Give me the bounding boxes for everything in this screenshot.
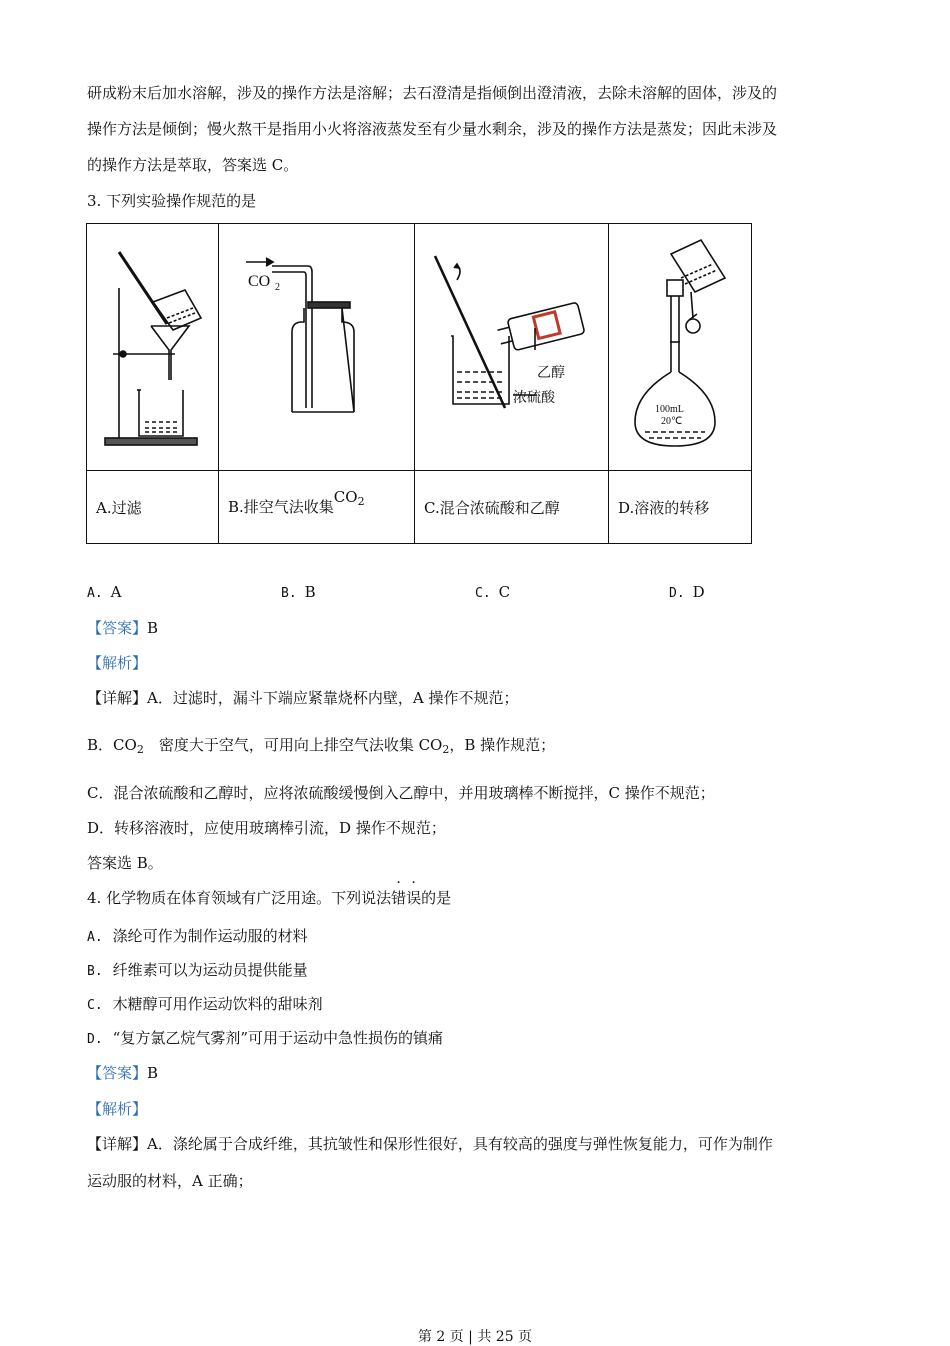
option-text: “复方氯乙烷气雾剂”可用于运动中急性损伤的镇痛 — [112, 1029, 443, 1047]
detail-b-pre: B．CO — [87, 736, 137, 754]
q3-detail-c: C．混合浓硫酸和乙醇时，应将浓硫酸缓慢倒入乙醇中，并用玻璃棒不断搅拌，C 操作不规范； — [87, 784, 715, 802]
caption-a: A.过滤 — [87, 471, 219, 544]
option-text: 涤纶可作为制作运动服的材料 — [112, 927, 308, 945]
q4-detail-a-line-1 — [87, 1133, 773, 1154]
answer-tag: 【答案】 — [87, 1064, 148, 1082]
figure-c-mixing — [415, 224, 609, 471]
answer-value: B — [147, 619, 159, 637]
option-letter: A. — [87, 930, 103, 945]
caption-b-text: B.排空气法收集 — [228, 498, 334, 516]
detail-a-text: A．涤纶属于合成纤维，其抗皱性和保形性很好，具有较高的强度与弹性恢复能力，可作为制作 — [147, 1135, 773, 1153]
acid-label: 浓硫酸 — [512, 390, 555, 406]
intro-line-2: 操作方法是倾倒；慢火熬干是指用小火将溶液蒸发至有少量水剩余，涉及的操作方法是蒸发；因此未涉及 — [87, 120, 778, 138]
caption-c: C.混合浓硫酸和乙醇 — [415, 471, 609, 544]
volumetric-flask-illustration — [615, 232, 745, 462]
intro-line-3: 的操作方法是萃取，答案选 C。 — [87, 156, 299, 174]
q3-option-d[interactable] — [669, 583, 705, 601]
co2-label-subscript: 2 — [274, 282, 280, 293]
q4-stem — [87, 887, 451, 908]
q3-detail-b — [87, 734, 555, 756]
option-letter: C. — [475, 586, 491, 601]
detail-b-post: ，B 操作规范； — [449, 736, 556, 754]
answer-value: B — [147, 1064, 159, 1082]
figure-d-transfer — [609, 224, 752, 471]
q3-detail-a — [87, 687, 518, 708]
flask-volume-label: 100mL — [655, 404, 684, 415]
detail-a-text: A．过滤时，漏斗下端应紧靠烧杯内壁，A 操作不规范； — [147, 689, 519, 707]
filtration-apparatus-illustration — [93, 232, 213, 462]
q3-options — [87, 583, 867, 605]
q3-option-a[interactable] — [87, 583, 122, 601]
option-letter: A. — [87, 586, 103, 601]
caption-d: D.溶液的转移 — [609, 471, 752, 544]
figure-b-gas-collection — [219, 224, 415, 471]
option-letter: C. — [87, 998, 103, 1013]
detail-tag: 【详解】 — [87, 1135, 148, 1153]
q4-option-d[interactable] — [87, 1027, 443, 1048]
detail-b-sub: 2 — [136, 743, 144, 756]
q4-stem-emphasis-2: 误 — [406, 889, 422, 907]
mixing-acid-illustration — [427, 232, 597, 462]
q3-analysis-tag: 【解析】 — [87, 654, 148, 672]
q3-answer — [87, 617, 158, 638]
apparatus-table — [86, 223, 752, 544]
q4-stem-post: 的是 — [421, 889, 452, 907]
intro-line-1: 研成粉末后加水溶解，涉及的操作方法是溶解；去石澄清是指倾倒出澄清液，去除未溶解的固体，涉及的 — [87, 84, 778, 102]
q3-conclusion: 答案选 B。 — [87, 854, 163, 872]
detail-b-sub2: 2 — [442, 743, 450, 756]
detail-b-mid: 密度大于空气，可用向上排空气法收集 CO — [143, 736, 443, 754]
q3-stem: 3. 下列实验操作规范的是 — [87, 192, 257, 210]
q3-detail-d: D．转移溶液时，应使用玻璃棒引流，D 操作不规范； — [87, 819, 446, 837]
caption-b-co2 — [334, 488, 365, 506]
q4-option-b[interactable] — [87, 959, 308, 980]
flask-temp-label: 20℃ — [661, 416, 683, 427]
option-letter: B. — [281, 586, 297, 601]
ethanol-label: 乙醇 — [536, 365, 565, 381]
detail-tag: 【详解】 — [87, 689, 148, 707]
q4-answer — [87, 1062, 158, 1083]
option-letter: B. — [87, 964, 103, 979]
option-text: B — [304, 583, 316, 601]
q4-stem-emphasis-1: 错 — [391, 889, 407, 907]
q3-option-c[interactable] — [475, 583, 510, 601]
co2-label: CO — [247, 273, 270, 290]
figure-a-filtration — [87, 224, 219, 471]
option-text: 木糖醇可用作运动饮料的甜味剂 — [112, 995, 323, 1013]
q4-option-a[interactable] — [87, 925, 308, 946]
caption-b-co2-sub: 2 — [357, 495, 365, 508]
caption-b — [219, 471, 415, 544]
option-text: A — [110, 583, 122, 601]
page-footer: 第 2 页 | 共 25 页 — [417, 1329, 533, 1345]
caption-b-co2-text: CO — [333, 488, 358, 506]
option-letter: D. — [669, 586, 685, 601]
answer-tag: 【答案】 — [87, 619, 148, 637]
option-text: 纤维素可以为运动员提供能量 — [112, 961, 308, 979]
option-text: C — [498, 583, 511, 601]
q3-option-b[interactable] — [281, 583, 316, 601]
gas-collection-illustration — [232, 232, 402, 462]
q4-stem-pre: 4. 化学物质在体育领域有广泛用途。下列说法 — [87, 889, 392, 907]
q4-analysis-tag: 【解析】 — [87, 1100, 148, 1118]
option-text: D — [692, 583, 705, 601]
q4-detail-a-line-2: 运动服的材料，A 正确； — [87, 1172, 253, 1190]
q4-option-c[interactable] — [87, 993, 323, 1014]
option-letter: D. — [87, 1032, 103, 1047]
